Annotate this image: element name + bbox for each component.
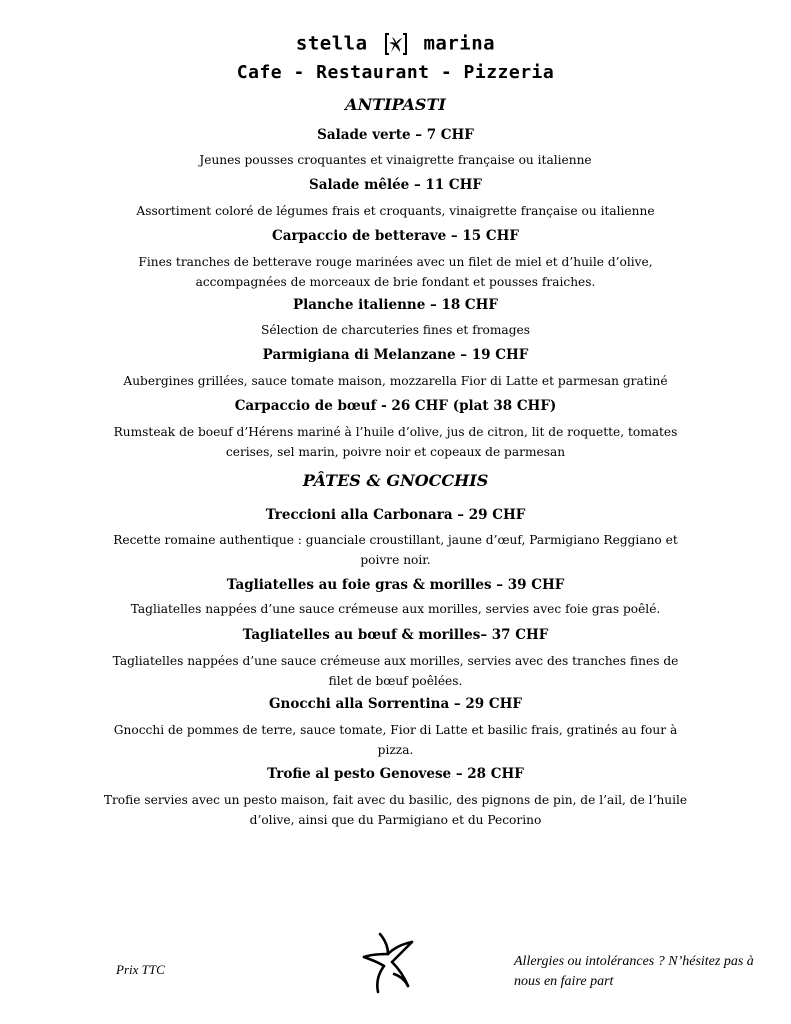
section-title-pates-gnocchis: PÂTES & GNOCCHIS xyxy=(302,471,489,490)
brand-name xyxy=(0,32,791,56)
menu-item-name: Parmigiana di Melanzane – 19 CHF xyxy=(262,347,529,363)
menu-item-description: Recette romaine authentique : guanciale croustillant, jaune d’œuf, Parmigiano Reggiano et poivre noir. xyxy=(113,533,678,567)
menu-item-description: Assortiment coloré de légumes frais et croquants, vinaigrette française ou italienne xyxy=(136,204,655,218)
menu-item-description: Aubergines grillées, sauce tomate maison, mozzarella Fior di Latte et parmesan gratiné xyxy=(123,374,668,388)
menu-item-name: Tagliatelles au bœuf & morilles– 37 CHF xyxy=(242,627,549,643)
menu-item-description: Sélection de charcuteries fines et fromages xyxy=(261,323,530,337)
menu-item-name: Salade verte – 7 CHF xyxy=(317,127,474,143)
section-title-antipasti: ANTIPASTI xyxy=(345,95,446,114)
menu-item-description: Tagliatelles nappées d’une sauce crémeuse aux morilles, servies avec foie gras poêlé. xyxy=(130,602,661,616)
menu-item-name: Carpaccio de betterave – 15 CHF xyxy=(272,228,519,244)
menu-item-description: Jeunes pousses croquantes et vinaigrette française ou italienne xyxy=(199,153,592,167)
menu-item-description: Gnocchi de pommes de terre, sauce tomate, Fior di Latte et basilic frais, gratinés au four à pizza. xyxy=(113,723,678,757)
menu-item-name: Tagliatelles au foie gras & morilles – 39 CHF xyxy=(226,577,565,593)
brand-name-right: marina xyxy=(423,32,496,55)
footer-allergy-note: Allergies ou intolérances ? N’hésitez pas à nous en faire part xyxy=(514,954,754,989)
menu-item-description: Rumsteak de boeuf d’Hérens mariné à l’huile d’olive, jus de citron, lit de roquette, tomates cerises, sel marin, poivre noir et copeaux de parmesan xyxy=(113,425,678,459)
footer-price-note: Prix TTC xyxy=(116,962,165,977)
menu-item-description: Fines tranches de betterave rouge marinées avec un filet de miel et d’huile d’olive, accompagnées de morceaux de brie fondant et pousses fraiches. xyxy=(138,255,653,289)
menu-item-name: Carpaccio de bœuf - 26 CHF (plat 38 CHF) xyxy=(234,398,557,414)
brand-subtitle: Cafe - Restaurant - Pizzeria xyxy=(236,62,555,83)
starfish-icon xyxy=(358,930,420,996)
menu-item-description: Tagliatelles nappées d’une sauce crémeuse aux morilles, servies avec des tranches fines de filet de bœuf poêlées. xyxy=(112,654,679,688)
menu-item-name: Trofie al pesto Genovese – 28 CHF xyxy=(267,766,524,782)
menu-item-name: Salade mêlée – 11 CHF xyxy=(308,177,482,193)
menu-item-description: Trofie servies avec un pesto maison, fait avec du basilic, des pignons de pin, de l’ail, de l’huile d’olive, ainsi que du Parmigiano et du Pecorino xyxy=(103,793,688,827)
menu-item-name: Planche italienne – 18 CHF xyxy=(292,297,499,313)
brand-name-left: stella xyxy=(295,32,368,55)
starfish-logo-icon xyxy=(384,32,408,56)
menu-item-name: Treccioni alla Carbonara – 29 CHF xyxy=(265,507,526,523)
menu-item-name: Gnocchi alla Sorrentina – 29 CHF xyxy=(269,696,522,712)
